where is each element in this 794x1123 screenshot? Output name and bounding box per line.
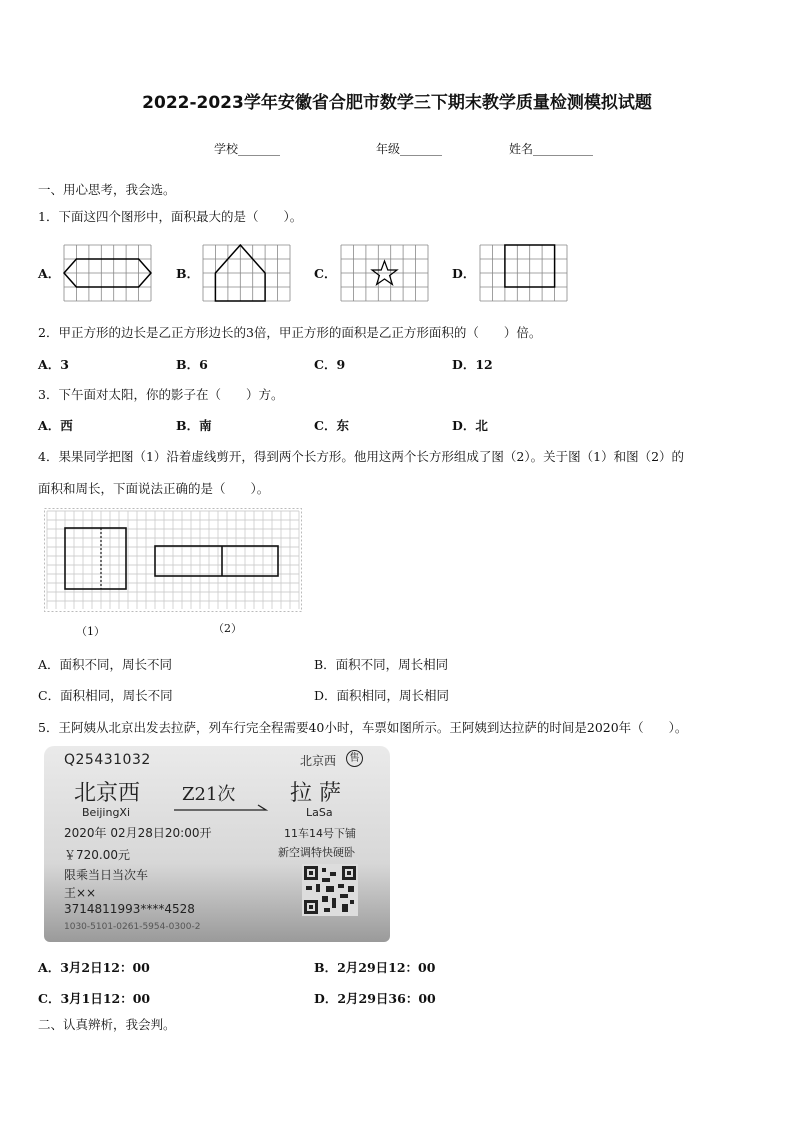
ticket-id-number: 3714811993****4528	[64, 902, 195, 916]
q4-option-b: B．面积不同，周长相同	[314, 657, 449, 672]
q3-option-b: B．南	[176, 418, 212, 433]
q2-option-a: A．3	[38, 357, 69, 372]
q1-figure-a-hexagon	[63, 244, 153, 302]
ticket-from-pinyin: BeijingXi	[82, 806, 131, 819]
q1-figure-d-rectangle	[479, 244, 569, 302]
page-title: 2022-2023学年安徽省合肥市数学三下期末教学质量检测模拟试题	[142, 93, 652, 113]
q1-figure-b-house	[202, 244, 292, 302]
q4-figure-2-label: （2）	[213, 622, 242, 635]
qr-code-icon	[302, 864, 358, 916]
q4-grid-figure	[44, 508, 302, 612]
q5-option-b: B．2月29日12：00	[314, 960, 436, 975]
ticket-note: 限乘当日当次车	[64, 868, 149, 882]
q3-option-a: A．西	[38, 418, 73, 433]
grade-field: 年级_______	[376, 142, 443, 156]
q2-option-c: C．9	[314, 357, 346, 372]
q4-option-a: A．面积不同，周长不同	[38, 657, 173, 672]
q3-option-d: D．北	[452, 418, 488, 433]
ticket-to-station: 拉 萨	[290, 781, 341, 806]
ticket-car-type: 新空调特快硬卧	[278, 846, 355, 859]
q1-option-d-label: D．	[452, 266, 476, 281]
name-field: 姓名__________	[509, 142, 594, 156]
ticket-station-corner: 北京西	[300, 754, 337, 768]
q4-stem-line2: 面积和周长，下面说法正确的是（ ）。	[38, 481, 270, 496]
q5-option-a: A．3月2日12：00	[38, 960, 150, 975]
ticket-datetime: 2020年 02月28日20:00开	[64, 826, 212, 840]
ticket-seat: 11车14号下铺	[284, 827, 356, 840]
q2-option-d: D．12	[452, 357, 493, 372]
q2-stem: 2．甲正方形的边长是乙正方形边长的3倍，甲正方形的面积是乙正方形面积的（ ）倍。	[38, 325, 542, 340]
ticket-from-station: 北京西	[74, 781, 141, 806]
school-field: 学校_______	[214, 142, 281, 156]
ticket-serial: 1030-5101-0261-5954-0300-2	[64, 922, 201, 932]
ticket-arrow-icon	[174, 804, 274, 814]
q4-option-d: D．面积相同，周长相同	[314, 688, 450, 703]
ticket-price: ￥720.00元	[64, 848, 130, 862]
q3-option-c: C．东	[314, 418, 349, 433]
q4-figure-1-label: （1）	[76, 625, 105, 638]
q1-option-a-label: A．	[38, 266, 61, 281]
q1-option-c-label: C．	[314, 266, 337, 281]
q1-option-b-label: B．	[176, 266, 200, 281]
q4-option-c: C．面积相同，周长不同	[38, 688, 173, 703]
q1-stem: 1．下面这四个图形中，面积最大的是（ ）。	[38, 209, 303, 224]
q1-figure-c-star	[340, 244, 430, 302]
q2-option-b: B．6	[176, 357, 208, 372]
ticket-passenger: 王××	[64, 886, 97, 900]
q5-stem: 5．王阿姨从北京出发去拉萨，列车行完全程需要40小时，车票如图所示。王阿姨到达拉萨的时间是2020年（ ）。	[38, 720, 688, 735]
ticket-sale-mark: 售	[346, 750, 363, 767]
q5-option-d: D．2月29日36：00	[314, 991, 436, 1006]
ticket-train-number: Z21次	[182, 784, 236, 805]
section-2-heading: 二、认真辨析，我会判。	[38, 1017, 176, 1032]
q5-option-c: C．3月1日12：00	[38, 991, 151, 1006]
section-1-heading: 一、用心思考，我会选。	[38, 182, 176, 197]
ticket-code: Q25431032	[64, 752, 151, 768]
q4-stem-line1: 4．果果同学把图（1）沿着虚线剪开，得到两个长方形。他用这两个长方形组成了图（2）。关于图（1）和图（2）的	[38, 449, 685, 464]
train-ticket-image	[44, 746, 390, 942]
q3-stem: 3．下午面对太阳，你的影子在（ ）方。	[38, 387, 284, 402]
ticket-to-pinyin: LaSa	[306, 806, 333, 819]
